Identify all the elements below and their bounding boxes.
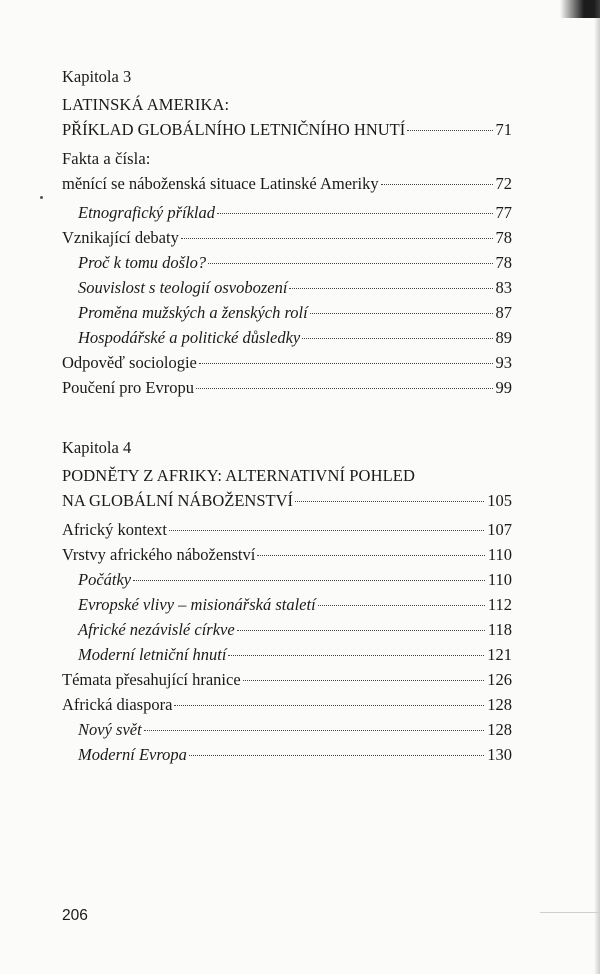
section-heading-line: Fakta a čísla: <box>62 149 151 168</box>
entry-page-number: 110 <box>487 570 512 589</box>
section-heading-line: PODNĚTY Z AFRIKY: ALTERNATIVNÍ POHLED <box>62 466 415 485</box>
dot-leader <box>199 363 493 364</box>
entry-page-number: 78 <box>495 228 512 247</box>
section-heading-line: LATINSKÁ AMERIKA: <box>62 95 230 114</box>
toc-entry <box>62 375 512 400</box>
dot-leader <box>381 184 493 185</box>
entry-page-number: 130 <box>487 745 512 764</box>
entry-page-number: 93 <box>495 353 512 372</box>
toc-section-entry <box>62 488 512 513</box>
entry-title: měnící se náboženská situace Latinské Ameriky <box>62 174 379 193</box>
toc-subentry <box>62 642 512 667</box>
dot-leader <box>144 730 485 731</box>
entry-title: Etnografický příklad <box>78 203 216 222</box>
toc-entry <box>62 542 512 567</box>
toc-subentry <box>62 250 512 275</box>
edge-artifact <box>540 912 600 913</box>
dot-leader <box>318 605 485 606</box>
toc-subentry <box>62 742 512 767</box>
entry-page-number: 121 <box>487 645 512 664</box>
toc-subentry <box>62 617 512 642</box>
chapter-spacer <box>62 400 512 437</box>
entry-page-number: 99 <box>495 378 512 397</box>
toc-subentry <box>62 567 512 592</box>
page-number: 206 <box>62 907 88 924</box>
dot-leader <box>217 213 492 214</box>
entry-title: Poučení pro Evropu <box>62 378 194 397</box>
entry-page-number: 72 <box>495 174 512 193</box>
entry-title: Moderní letniční hnutí <box>78 645 227 664</box>
entry-page-number: 118 <box>487 620 512 639</box>
dot-leader <box>243 680 485 681</box>
toc-entry <box>62 667 512 692</box>
dot-leader <box>228 655 484 656</box>
dot-leader <box>295 501 484 502</box>
entry-title: Souvislost s teologií osvobození <box>78 278 288 297</box>
entry-page-number: 110 <box>487 545 512 564</box>
dot-leader <box>310 313 493 314</box>
entry-title: Témata přesahující hranice <box>62 670 241 689</box>
entry-title: Nový svět <box>78 720 142 739</box>
entry-page-number: 87 <box>495 303 512 322</box>
entry-title: Africká diaspora <box>62 695 173 714</box>
scan-speck <box>40 196 43 199</box>
toc-subentry <box>62 717 512 742</box>
entry-page-number: 77 <box>495 203 512 222</box>
toc-entry <box>62 350 512 375</box>
entry-title: Vrstvy afrického náboženství <box>62 545 256 564</box>
toc-subentry <box>62 325 512 350</box>
entry-page-number: 105 <box>487 491 512 510</box>
entry-title: Africký kontext <box>62 520 167 539</box>
toc-section-entry <box>62 117 512 142</box>
toc-subentry <box>62 592 512 617</box>
dot-leader <box>257 555 485 556</box>
chapter-label: Kapitola 4 <box>62 438 132 457</box>
entry-page-number: 128 <box>487 695 512 714</box>
toc-entry <box>62 225 512 250</box>
toc-entry <box>62 692 512 717</box>
entry-title: NA GLOBÁLNÍ NÁBOŽENSTVÍ <box>62 491 293 510</box>
dot-leader <box>302 338 492 339</box>
toc-section-entry <box>62 171 512 196</box>
entry-title: Proč k tomu došlo? <box>78 253 207 272</box>
entry-page-number: 126 <box>487 670 512 689</box>
toc-subentry <box>62 275 512 300</box>
dot-leader <box>133 580 485 581</box>
toc-entry <box>62 517 512 542</box>
dot-leader <box>289 288 492 289</box>
entry-page-number: 71 <box>495 120 512 139</box>
entry-page-number: 83 <box>495 278 512 297</box>
dot-leader <box>237 630 485 631</box>
dot-leader <box>174 705 484 706</box>
entry-page-number: 107 <box>487 520 512 539</box>
entry-title: Africké nezávislé církve <box>78 620 235 639</box>
dot-leader <box>407 130 492 131</box>
toc-subentry <box>62 200 512 225</box>
entry-title: Počátky <box>78 570 132 589</box>
entry-title: Moderní Evropa <box>78 745 187 764</box>
entry-title: Hospodářské a politické důsledky <box>78 328 301 347</box>
entry-title: PŘÍKLAD GLOBÁLNÍHO LETNIČNÍHO HNUTÍ <box>62 120 406 139</box>
entry-page-number: 128 <box>487 720 512 739</box>
toc-subentry <box>62 300 512 325</box>
entry-title: Odpověď sociologie <box>62 353 197 372</box>
dot-leader <box>189 755 484 756</box>
table-of-contents <box>62 66 512 767</box>
entry-title: Vznikající debaty <box>62 228 179 247</box>
dot-leader <box>169 530 484 531</box>
dot-leader <box>196 388 493 389</box>
entry-title: Proměna mužských a ženských rolí <box>78 303 308 322</box>
entry-page-number: 89 <box>495 328 512 347</box>
dot-leader <box>181 238 493 239</box>
entry-page-number: 112 <box>487 595 512 614</box>
entry-title: Evropské vlivy – misionářská staletí <box>78 595 316 614</box>
dot-leader <box>208 263 492 264</box>
page-edge-shadow <box>594 0 600 974</box>
entry-page-number: 78 <box>495 253 512 272</box>
chapter-label: Kapitola 3 <box>62 67 132 86</box>
